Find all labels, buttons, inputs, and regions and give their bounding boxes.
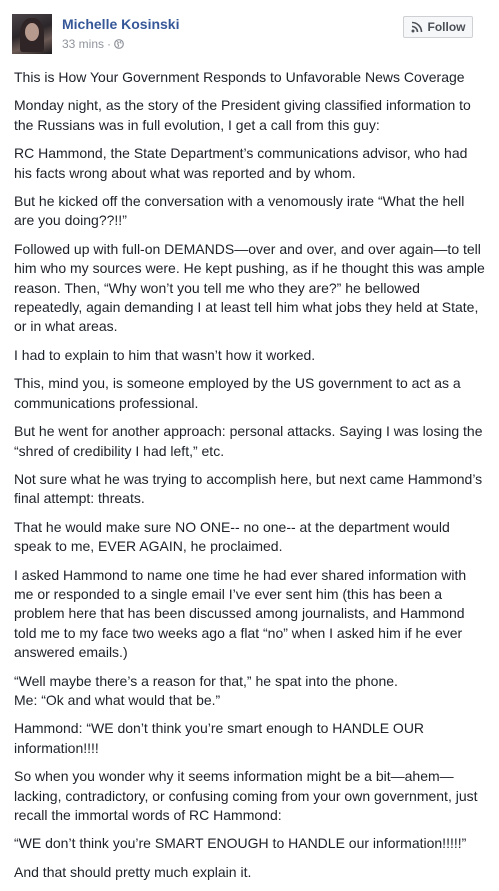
post-meta <box>62 37 124 51</box>
post-paragraph: “WE don’t think you’re SMART ENOUGH to HANDLE our information!!!!!” <box>14 835 467 852</box>
follow-button[interactable] <box>403 16 473 38</box>
post-paragraph: “Well maybe there’s a reason for that,” he spat into the phone. <box>14 672 398 689</box>
post-paragraph: I asked Hammond to name one time he had ever shared information with me or responded to a single email I’ve ever sent him (this has been a problem here that has been discussed among journalists, and Hammond told me to my face two weeks ago a flat “no” when I asked him if he ever answered emails.) <box>14 566 467 661</box>
post-paragraph: And that should pretty much explain it. <box>14 863 252 880</box>
post-paragraph: So when you wonder why it seems information might be a bit—ahem—lacking, contradictory, or confusing coming from your own government, just recall the immortal words of RC Hammond: <box>14 768 478 823</box>
rss-icon <box>411 21 423 33</box>
post-paragraph: That he would make sure NO ONE-- no one-- at the department would speak to me, EVER AGAIN, he proclaimed. <box>14 518 450 555</box>
post-header <box>0 0 499 64</box>
post-paragraph: But he went for another approach: personal attacks. Saying I was losing the “shred of credibility I had left,” etc. <box>14 423 483 459</box>
post-paragraph: Followed up with full-on DEMANDS—over and over, and over again—to tell him who my sources were. He kept pushing, as if he thought this was ample reason. Then, “Why won’t you tell me who they are?” he bellowed repeatedly, again demanding I at least tell him what jobs they held at State, or in what areas. <box>14 240 485 335</box>
globe-icon[interactable] <box>114 39 124 49</box>
post-paragraph: Hammond: “WE don’t think you’re smart enough to HANDLE OUR information!!!! <box>14 720 425 756</box>
post-timestamp[interactable]: 33 mins <box>62 37 105 51</box>
post-paragraph: Me: “Ok and what would that be.” <box>14 691 221 708</box>
post-paragraph: I had to explain to him that wasn’t how it worked. <box>14 346 316 363</box>
post-body <box>14 68 486 891</box>
post-paragraph: RC Hammond, the State Department’s communications advisor, who had his facts wrong about what was reported and by whom. <box>14 145 468 181</box>
post-paragraph: But he kicked off the conversation with a venomously irate “What the hell are you doing??!!” <box>14 193 465 229</box>
author-name[interactable]: Michelle Kosinski <box>62 16 180 32</box>
follow-label: Follow <box>427 20 466 34</box>
meta-separator: · <box>107 37 112 51</box>
avatar[interactable] <box>12 14 52 54</box>
post-paragraph: This is How Your Government Responds to Unfavorable News Coverage <box>14 69 465 85</box>
post-paragraph: Monday night, as the story of the President giving classified information to the Russians was in full evolution, I get a call from this guy: <box>14 97 471 133</box>
post-paragraph: Not sure what he was trying to accomplish here, but next came Hammond’s final attempt: threats. <box>14 470 483 507</box>
avatar-face <box>25 23 39 41</box>
post-paragraph: This, mind you, is someone employed by the US government to act as a communications professional. <box>14 375 461 411</box>
